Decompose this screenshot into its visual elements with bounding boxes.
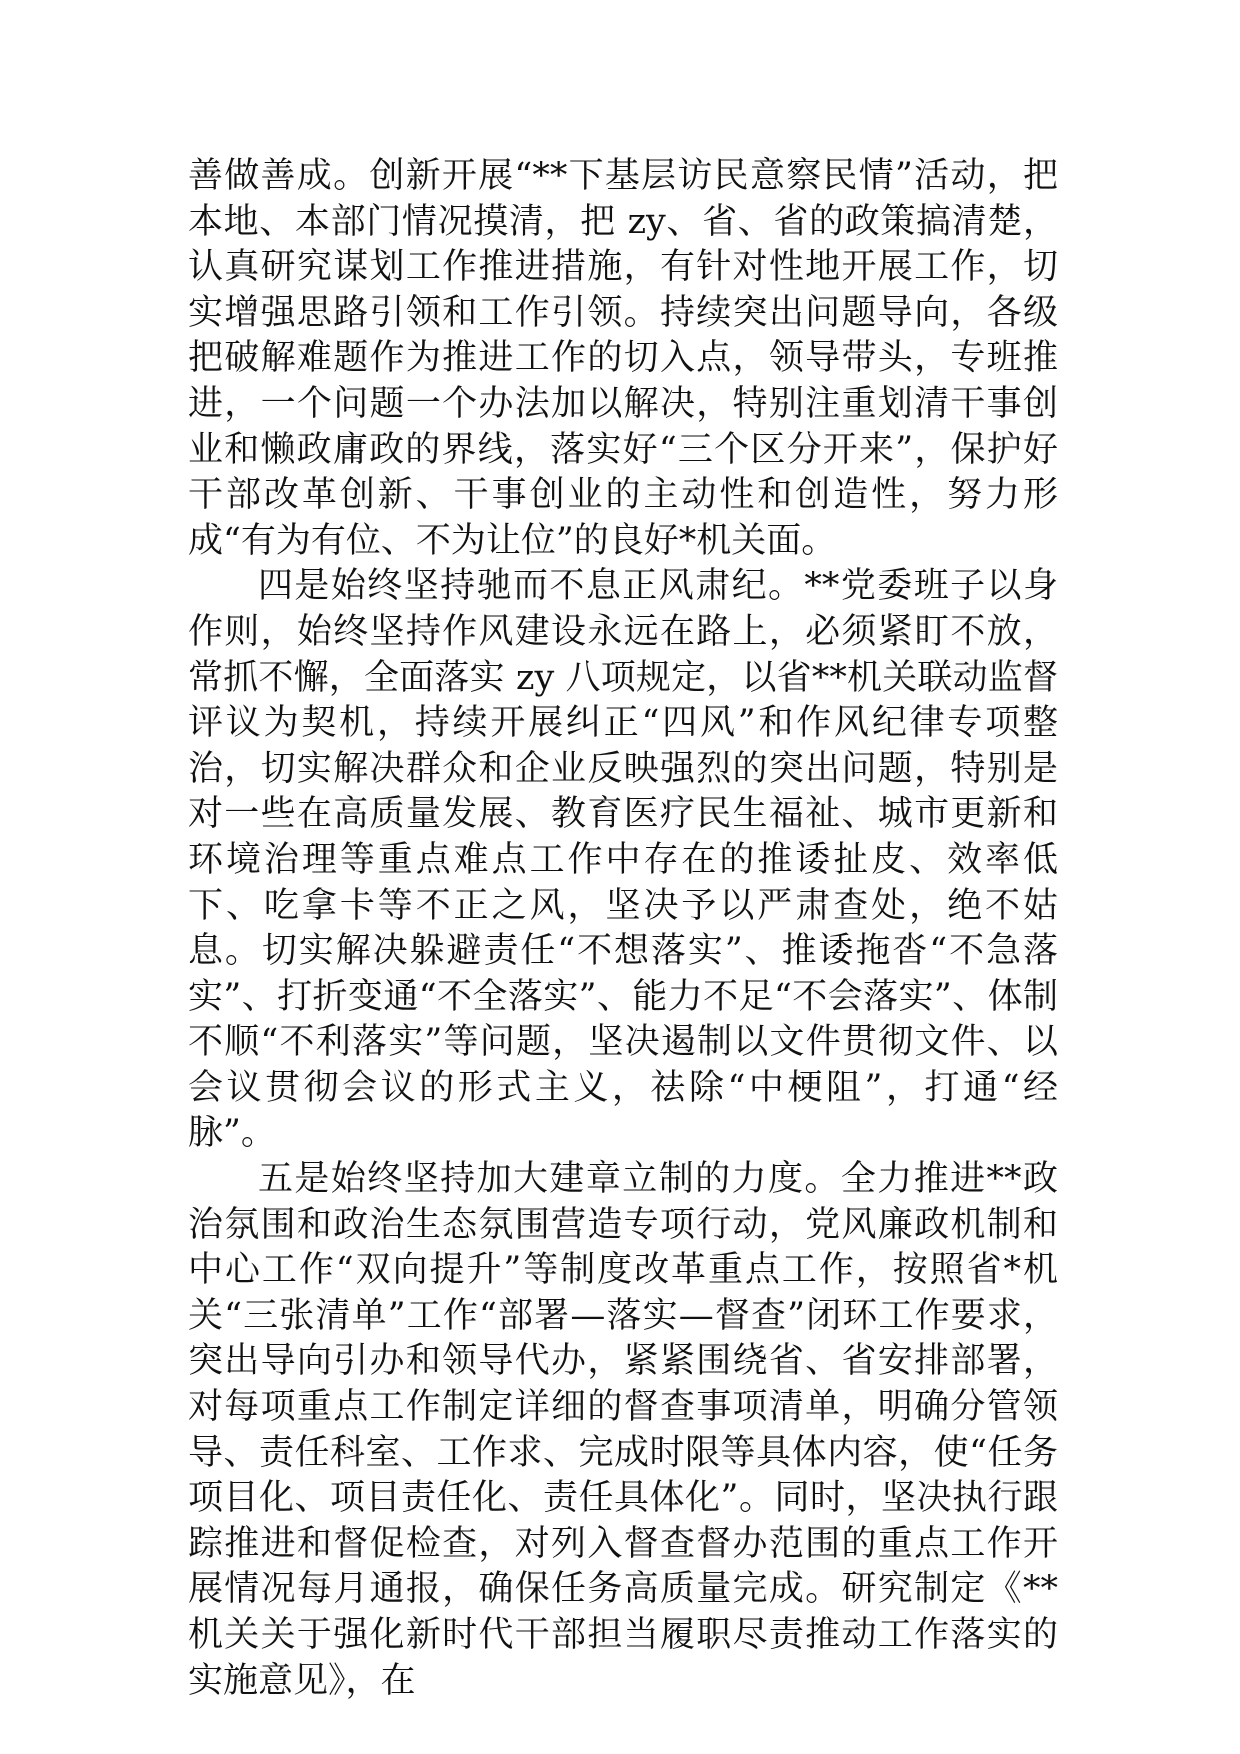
paragraph-point-five: 五是始终坚持加大建章立制的力度。全力推进**政治氛围和政治生态氛围营造专项行动，党风廉政机制和中心工作“双向提升”等制度改革重点工作，按照省*机关“三张清单”工作“部署—落实—督查”闭环工作要求，突出导向引办和领导代办，紧紧围绕省、省安排部署，对每项重点工作制定详细的督查事项清单，明确分管领导、责任科室、工作求、完成时限等具体内容，使“任务项目化、项目责任化、责任具体化”。同时，坚决执行跟踪推进和督促检查，对列入督查督办范围的重点工作开展情况每月通报，确保任务高质量完成。研究制定《**机关关于强化新时代干部担当履职尽责推动工作落实的实施意见》，在 bbox=[188, 1159, 1058, 1701]
paragraph-point-four: 四是始终坚持驰而不息正风肃纪。**党委班子以身作则，始终坚持作风建设永远在路上，必须紧盯不放，常抓不懈，全面落实 zy 八项规定，以省**机关联动监督评议为契机，持续开展纠正“四风”和作风纪律专项整治，切实解决群众和企业反映强烈的突出问题，特别是对一些在高质量发展、教育医疗民生福祉、城市更新和环境治理等重点难点工作中存在的推诿扯皮、效率低下、吃拿卡等不正之风，坚决予以严肃查处，绝不姑息。切实解决躲避责任“不想落实”、推诿拖沓“不急落实”、打折变通“不全落实”、能力不足“不会落实”、体制不顺“不利落实”等问题，坚决遏制以文件贯彻文件、以会议贯彻会议的形式主义，祛除“中梗阻”，打通“经脉”。 bbox=[188, 566, 1058, 1154]
document-body bbox=[188, 154, 1058, 1704]
paragraph-continued: 善做善成。创新开展“**下基层访民意察民情”活动，把本地、本部门情况摸清，把 zy、省、省的政策搞清楚，认真研究谋划工作推进措施，有针对性地开展工作，切实增强思路引领和工作引领。持续突出问题导向，各级把破解难题作为推进工作的切入点，领导带头，专班推进，一个问题一个办法加以解决，特别注重划清干事创业和懒政庸政的界线，落实好“三个区分开来”，保护好干部改革创新、干事创业的主动性和创造性，努力形成“有为有位、不为让位”的良好*机关面。 bbox=[188, 156, 1058, 561]
